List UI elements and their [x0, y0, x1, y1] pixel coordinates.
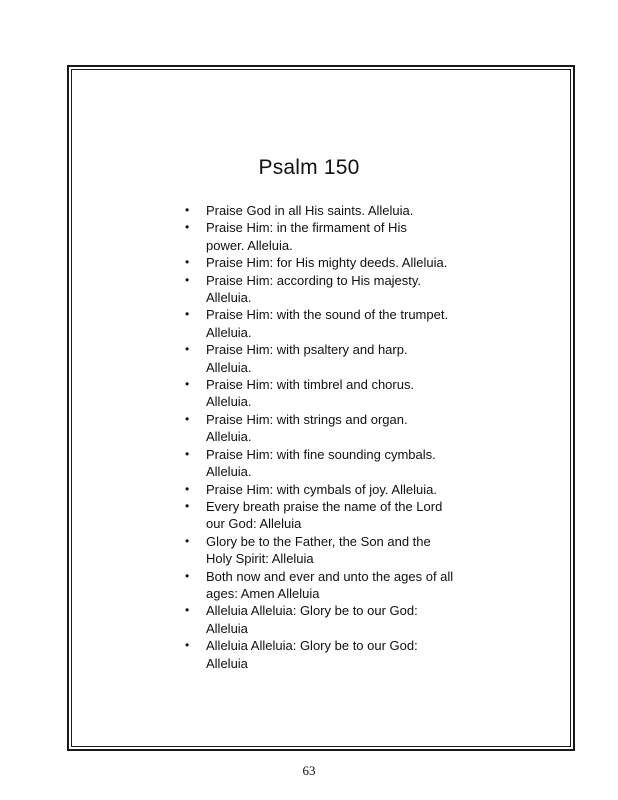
verse-line: our God: Alleluia	[206, 516, 302, 532]
verse-line: Praise Him: for His mighty deeds. Alleluia.	[206, 255, 448, 271]
bullet-icon: •	[185, 638, 190, 653]
verse-line: Both now and ever and unto the ages of all	[206, 568, 454, 584]
verse-line: Praise Him: with fine sounding cymbals.	[206, 446, 436, 462]
verse-line: Praise God in all His saints. Alleluia.	[206, 203, 414, 218]
verse-line: Praise Him: with strings and organ.	[206, 411, 408, 427]
verse-list	[185, 202, 475, 672]
bullet-icon: •	[185, 342, 190, 357]
verse-item	[185, 306, 475, 341]
verse-item	[185, 254, 475, 271]
verse-line: Alleluia.	[206, 464, 252, 480]
verse-line: Praise Him: with the sound of the trumpet.	[206, 307, 449, 323]
bullet-icon: •	[185, 498, 190, 513]
verse-item	[185, 202, 475, 219]
bullet-icon: •	[185, 446, 190, 461]
bullet-icon: •	[185, 307, 190, 322]
verse-line: Alleluia	[206, 655, 248, 671]
verse-item	[185, 533, 475, 568]
bullet-icon: •	[185, 377, 190, 392]
verse-line: ages: Amen Alleluia	[206, 585, 320, 601]
verse-item	[185, 341, 475, 376]
verse-item	[185, 481, 475, 498]
bullet-icon: •	[185, 533, 190, 548]
bullet-icon: •	[185, 272, 190, 287]
bullet-icon: •	[185, 568, 190, 583]
verse-item	[185, 376, 475, 411]
verse-line: Glory be to the Father, the Son and the	[206, 533, 431, 549]
bullet-icon: •	[185, 220, 190, 235]
verse-item	[185, 637, 475, 672]
verse-line: Alleluia.	[206, 290, 252, 306]
verse-item	[185, 498, 475, 533]
bullet-icon: •	[185, 481, 190, 496]
verse-line: Praise Him: in the firmament of His	[206, 220, 407, 236]
bullet-icon: •	[185, 255, 190, 270]
page-title: Psalm 150	[258, 156, 360, 179]
verse-item	[185, 446, 475, 481]
verse-item	[185, 219, 475, 254]
bullet-icon: •	[185, 411, 190, 426]
verse-line: Alleluia Alleluia: Glory be to our God:	[206, 603, 418, 619]
verse-line: power. Alleluia.	[206, 237, 293, 253]
verse-item	[185, 568, 475, 603]
verse-line: Holy Spirit: Alleluia	[206, 551, 314, 567]
verse-line: Praise Him: according to His majesty.	[206, 272, 422, 288]
verse-line: Alleluia Alleluia: Glory be to our God:	[206, 638, 418, 654]
verse-line: Praise Him: with timbrel and chorus.	[206, 377, 415, 393]
verse-line: Every breath praise the name of the Lord	[206, 498, 443, 514]
verse-line: Alleluia	[206, 620, 248, 636]
verse-line: Praise Him: with psaltery and harp.	[206, 342, 408, 358]
verse-item	[185, 602, 475, 637]
page-number: 63	[302, 763, 316, 778]
verse-line: Praise Him: with cymbals of joy. Alleluia.	[206, 481, 437, 497]
verse-line: Alleluia.	[206, 394, 252, 410]
verse-line: Alleluia.	[206, 324, 252, 340]
verse-item	[185, 411, 475, 446]
bullet-icon: •	[185, 203, 190, 217]
verse-line: Alleluia.	[206, 429, 252, 445]
bullet-icon: •	[185, 603, 190, 618]
verse-item	[185, 272, 475, 307]
verse-line: Alleluia.	[206, 359, 252, 375]
